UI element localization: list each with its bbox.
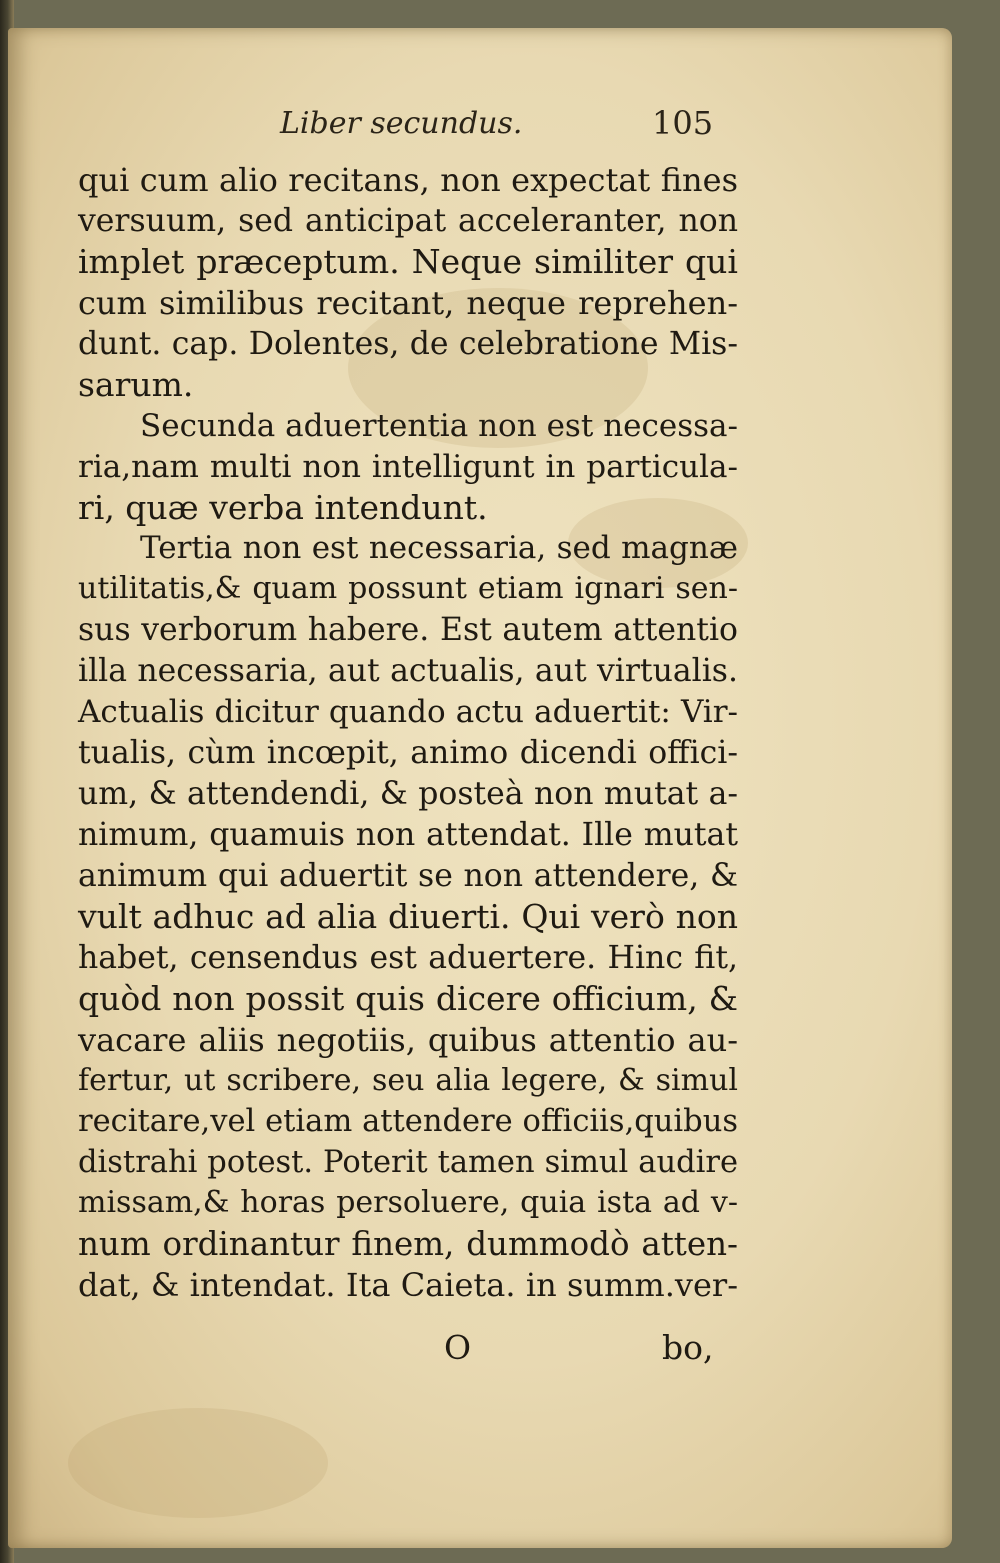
text-line: utilitatis,& quam possunt etiam ignari sen- [78,571,738,607]
text-line: nimum, quamuis non attendat. Ille mutat [78,817,738,853]
text-line: illa necessaria, aut actualis, aut virtualis. [78,653,738,690]
text-line: Secunda aduertentia non est necessa- [140,407,738,444]
text-line: num ordinantur finem, dummodò atten- [78,1225,738,1264]
text-line: implet præceptum. Neque similiter qui [78,241,738,281]
paper-stain [68,1408,328,1518]
text-line: sus verborum habere. Est autem attentio [78,612,738,649]
text-line: missam,& horas persoluere, quia ista ad v- [78,1185,738,1221]
text-line: animum qui aduertit se non attendere, & [78,857,738,894]
text-line: um, & attendendi, & posteà non mutat a- [78,776,738,813]
text-line: Actualis dicitur quando actu aduertit: Vir- [78,694,738,731]
text-line: Tertia non est necessaria, sed magnæ [140,530,738,567]
catchword: bo, [662,1328,714,1367]
page-number: 105 [652,104,714,142]
text-line: distrahi potest. Poterit tamen simul audire [78,1144,738,1180]
text-line: fertur, ut scribere, seu alia legere, & simul [78,1062,738,1098]
text-line: ri, quæ verba intendunt. [78,487,488,527]
text-line: dat, & intendat. Ita Caieta. in summ.ver- [78,1266,738,1305]
text-line: habet, censendus est aduertere. Hinc fit, [78,939,738,976]
text-line: quòd non possit quis dicere officium, & [78,978,738,1018]
text-line: ria,nam multi non intelligunt in particula- [78,448,738,485]
text-line: dunt. cap. Dolentes, de celebratione Mis- [78,325,738,362]
text-line: versuum, sed anticipat acceleranter, non [78,202,738,239]
text-line: tualis, cùm incœpit, animo dicendi offici- [78,735,738,772]
text-line: cum similibus recitant, neque reprehen- [78,283,738,322]
text-line: sarum. [78,364,194,404]
signature-mark: O [444,1328,472,1367]
running-head: Liber secundus. [280,106,523,141]
text-line: qui cum alio recitans, non expectat fines [78,161,738,199]
text-line: vacare aliis negotiis, quibus attentio au- [78,1020,738,1059]
text-line: vult adhuc ad alia diuerti. Qui verò non [78,896,738,936]
text-line: recitare,vel etiam attendere officiis,quibus [78,1103,738,1139]
body-text [78,160,738,1306]
